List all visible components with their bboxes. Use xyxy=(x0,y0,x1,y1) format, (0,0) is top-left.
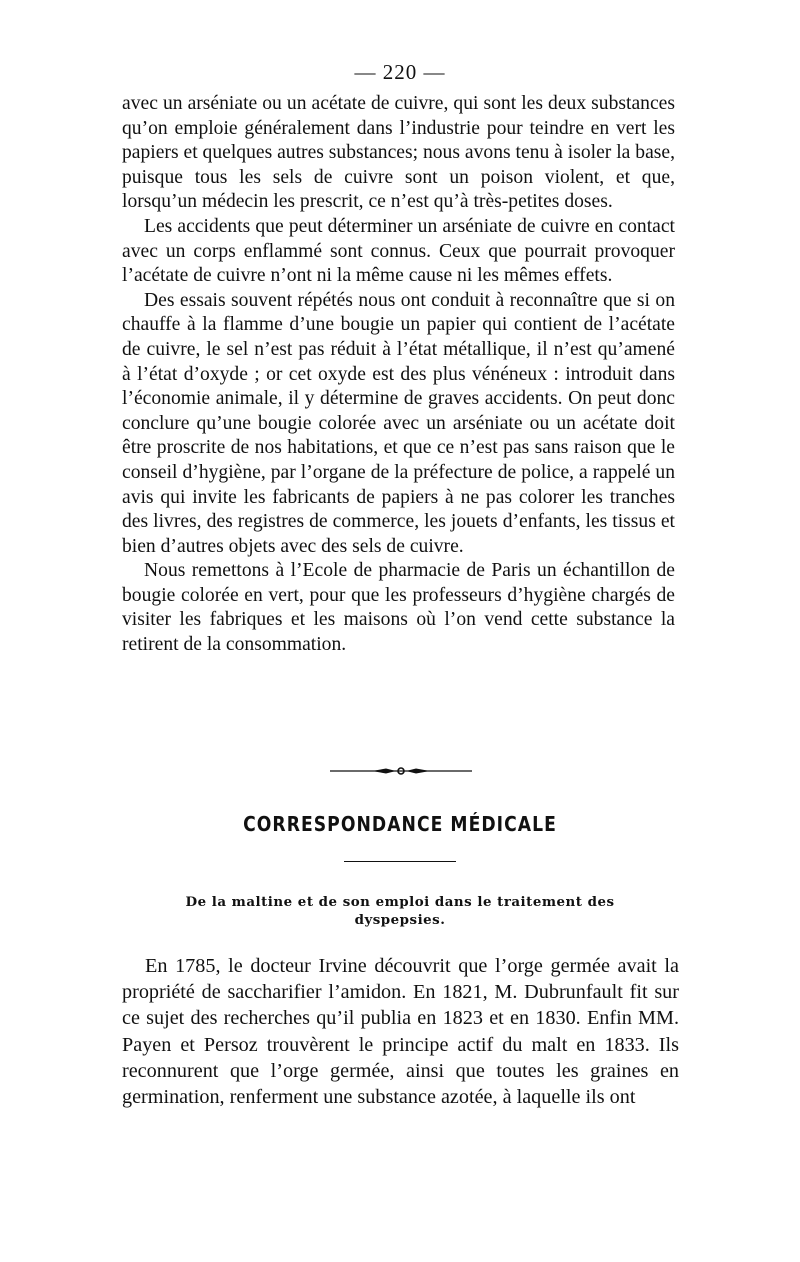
paragraph: Nous remettons à l’Ecole de pharmacie de Paris un échantillon de bougie colorée en vert, pour que les professeurs d’hygiène chargés de visiter les fabriques et les maisons où l’on vend cette substance la retirent de la consommation. xyxy=(122,560,675,656)
page-number: — 220 — xyxy=(354,60,446,84)
article-text-block xyxy=(122,953,679,1110)
paragraph: En 1785, le docteur Irvine découvrit que l’orge germée avait la propriété de saccharifier l’amidon. En 1821, M. Dubrunfault fit sur ce sujet des recherches qu’il publia en 1823 et en 1830. Enfin MM. Payen et Persoz trouvèrent le principe actif du malt en 1833. Ils reconnurent que l’orge germée, ainsi que toutes les graines en germination, renferment une substance azotée, à laquelle ils ont xyxy=(122,955,679,1109)
section-title: CORRESPONDANCE MÉDICALE xyxy=(243,812,557,836)
paragraph: Des essais souvent répétés nous ont conduit à reconnaître que si on chauffe à la flamme d’une bougie un papier qui contient de l’acétate de cuivre, le sel n’est pas réduit à l’état métallique, il n’est qu’amené à l’état d’oxyde ; or cet oxyde est des plus vénéneux : introduit dans l’économie animale, il y détermine de graves accidents. On peut donc conclure qu’une bougie colorée avec un arséniate ou un acétate doit être proscrite de nos habitations, et que ce n’est pas sans raison que le conseil d’hygiène, par l’organe de la préfecture de police, a rappelé un avis qui invite les fabricants de papiers à ne pas colorer les tranches des livres, des registres de commerce, les jouets d’enfants, les tissus et bien d’autres objets avec des sels de cuivre. xyxy=(122,289,675,557)
paragraph: Les accidents que peut déterminer un arséniate de cuivre en contact avec un corps enflammé sont connus. Ceux que pourrait provoquer l’acétate de cuivre n’ont ni la même cause ni les mêmes effets. xyxy=(122,215,675,287)
paragraph: avec un arséniate ou un acétate de cuivre, qui sont les deux substances qu’on emploie généralement dans l’industrie pour teindre en vert les papiers et quelques autres substances; nous avons tenu à isoler la base, puisque tous les sels de cuivre sont un poison violent, et que, lorsqu’un médecin les prescrit, ce n’est qu’à très-petites doses. xyxy=(122,93,675,213)
title-rule xyxy=(344,861,456,862)
continued-text-block xyxy=(122,92,675,658)
ornamental-divider xyxy=(330,764,472,778)
article-title: De la maltine et de son emploi dans le traitement des dyspepsies. xyxy=(185,894,615,928)
